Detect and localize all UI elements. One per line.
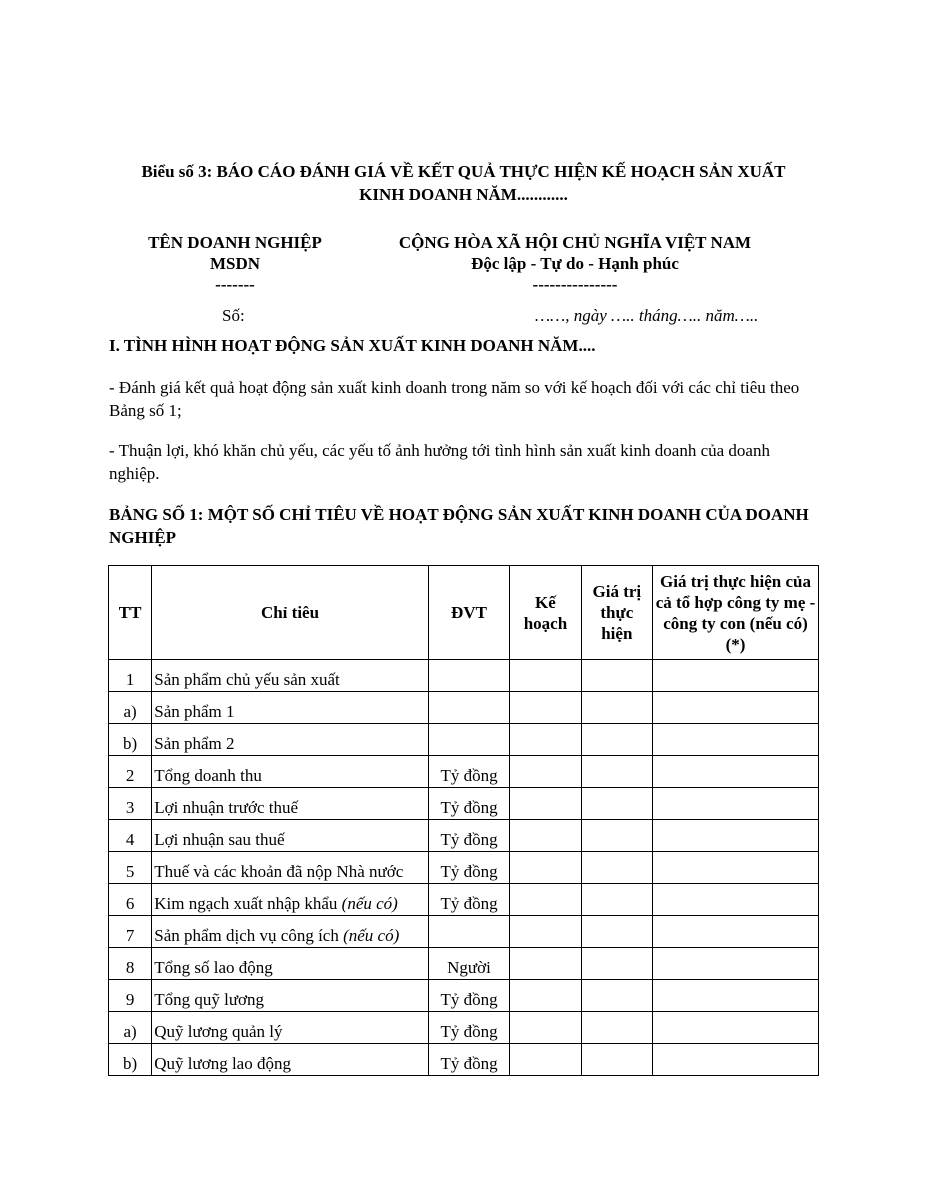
- row-unit: [428, 660, 509, 692]
- row-unit: Tỷ đồng: [428, 756, 509, 788]
- table-row: [109, 948, 819, 980]
- indicator-text: Thuế và các khoản đã nộp Nhà nước: [154, 862, 404, 881]
- row-number: b): [109, 724, 152, 756]
- table-row: [109, 724, 819, 756]
- row-indicator: [152, 948, 429, 980]
- column-header-plan: Kế hoạch: [510, 566, 581, 660]
- indicator-note: (nếu có): [341, 894, 398, 913]
- row-plan-value: [510, 884, 581, 916]
- row-indicator: [152, 884, 429, 916]
- indicator-text: Sản phẩm chủ yếu sản xuất: [154, 670, 340, 689]
- row-actual-value: [581, 916, 652, 948]
- row-plan-value: [510, 852, 581, 884]
- row-plan-value: [510, 1012, 581, 1044]
- table-row: [109, 820, 819, 852]
- table-row: [109, 692, 819, 724]
- national-divider: ---------------: [532, 275, 618, 294]
- section-1-heading: I. TÌNH HÌNH HOẠT ĐỘNG SẢN XUẤT KINH DOANH NĂM....: [109, 336, 596, 355]
- indicator-text: Kim ngạch xuất nhập khẩu: [154, 894, 342, 913]
- table-row: [109, 916, 819, 948]
- indicator-text: Quỹ lương quản lý: [154, 1022, 283, 1041]
- row-indicator: [152, 852, 429, 884]
- indicator-text: Tổng doanh thu: [154, 766, 262, 785]
- column-header-indicator: Chỉ tiêu: [152, 566, 429, 660]
- row-group-value: [653, 1044, 819, 1076]
- table-row: [109, 1044, 819, 1076]
- table-row: [109, 884, 819, 916]
- row-group-value: [653, 724, 819, 756]
- row-actual-value: [581, 692, 652, 724]
- row-group-value: [653, 948, 819, 980]
- row-indicator: [152, 692, 429, 724]
- row-plan-value: [510, 788, 581, 820]
- row-number: 3: [109, 788, 152, 820]
- row-indicator: [152, 820, 429, 852]
- row-number: 6: [109, 884, 152, 916]
- company-header: [120, 232, 350, 295]
- row-group-value: [653, 692, 819, 724]
- row-indicator: [152, 916, 429, 948]
- table-row: [109, 1012, 819, 1044]
- company-divider: -------: [215, 275, 255, 294]
- row-indicator: [152, 756, 429, 788]
- column-header-unit: ĐVT: [428, 566, 509, 660]
- table-row: [109, 788, 819, 820]
- row-number: 2: [109, 756, 152, 788]
- document-number-label: Số:: [222, 306, 245, 325]
- indicator-text: Lợi nhuận sau thuế: [154, 830, 285, 849]
- row-plan-value: [510, 692, 581, 724]
- row-unit: [428, 692, 509, 724]
- row-group-value: [653, 660, 819, 692]
- row-group-value: [653, 820, 819, 852]
- country-name: CỘNG HÒA XÃ HỘI CHỦ NGHĨA VIỆT NAM: [398, 233, 752, 252]
- indicator-text: Lợi nhuận trước thuế: [154, 798, 299, 817]
- tax-code-label: MSDN: [209, 254, 261, 273]
- row-plan-value: [510, 948, 581, 980]
- row-plan-value: [510, 660, 581, 692]
- row-indicator: [152, 1012, 429, 1044]
- row-number: b): [109, 1044, 152, 1076]
- row-unit: Tỷ đồng: [428, 820, 509, 852]
- indicator-text: Quỹ lương lao động: [154, 1054, 291, 1073]
- row-group-value: [653, 788, 819, 820]
- section-1-paragraph-2: - Thuận lợi, khó khăn chủ yếu, các yếu tố ảnh hưởng tới tình hình sản xuất kinh doanh của doanh nghiệp.: [109, 441, 770, 483]
- row-group-value: [653, 916, 819, 948]
- row-actual-value: [581, 852, 652, 884]
- row-indicator: [152, 1044, 429, 1076]
- row-plan-value: [510, 1044, 581, 1076]
- row-actual-value: [581, 756, 652, 788]
- table-row: [109, 980, 819, 1012]
- national-header: [360, 232, 790, 295]
- row-indicator: [152, 788, 429, 820]
- row-number: a): [109, 1012, 152, 1044]
- row-actual-value: [581, 1044, 652, 1076]
- row-plan-value: [510, 916, 581, 948]
- row-unit: Người: [428, 948, 509, 980]
- table-header-row: [109, 566, 819, 660]
- row-actual-value: [581, 724, 652, 756]
- row-group-value: [653, 980, 819, 1012]
- row-number: a): [109, 692, 152, 724]
- row-plan-value: [510, 724, 581, 756]
- row-unit: [428, 916, 509, 948]
- indicator-text: Sản phẩm 1: [154, 702, 235, 721]
- row-group-value: [653, 884, 819, 916]
- indicator-text: Sản phẩm 2: [154, 734, 235, 753]
- row-group-value: [653, 756, 819, 788]
- row-unit: [428, 724, 509, 756]
- row-indicator: [152, 724, 429, 756]
- row-number: 4: [109, 820, 152, 852]
- row-actual-value: [581, 884, 652, 916]
- row-group-value: [653, 1012, 819, 1044]
- row-number: 1: [109, 660, 152, 692]
- indicator-text: Sản phẩm dịch vụ công ích: [154, 926, 344, 945]
- title-line-2: KINH DOANH NĂM............: [359, 185, 568, 204]
- row-indicator: [152, 980, 429, 1012]
- row-unit: Tỷ đồng: [428, 1012, 509, 1044]
- date-line: ……, ngày ….. tháng….. năm…..: [535, 306, 759, 325]
- table-1-heading: BẢNG SỐ 1: MỘT SỐ CHỈ TIÊU VỀ HOẠT ĐỘNG SẢN XUẤT KINH DOANH CỦA DOANH NGHIỆP: [109, 505, 809, 547]
- row-number: 8: [109, 948, 152, 980]
- row-number: 9: [109, 980, 152, 1012]
- row-actual-value: [581, 948, 652, 980]
- row-actual-value: [581, 820, 652, 852]
- row-indicator: [152, 660, 429, 692]
- indicator-table: [108, 565, 819, 1076]
- row-group-value: [653, 852, 819, 884]
- table-row: [109, 852, 819, 884]
- table-row: [109, 660, 819, 692]
- indicator-text: Tổng số lao động: [154, 958, 273, 977]
- section-1-paragraph-1: - Đánh giá kết quả hoạt động sản xuất kinh doanh trong năm so với kế hoạch đối với các chỉ tiêu theo Bảng số 1;: [109, 378, 800, 420]
- row-actual-value: [581, 788, 652, 820]
- row-plan-value: [510, 756, 581, 788]
- row-number: 5: [109, 852, 152, 884]
- row-actual-value: [581, 1012, 652, 1044]
- column-header-group: Giá trị thực hiện của cả tổ hợp công ty mẹ - công ty con (nếu có) (*): [653, 566, 819, 660]
- row-number: 7: [109, 916, 152, 948]
- row-actual-value: [581, 980, 652, 1012]
- indicator-text: Tổng quỹ lương: [154, 990, 265, 1009]
- column-header-tt: TT: [109, 566, 152, 660]
- row-unit: Tỷ đồng: [428, 852, 509, 884]
- row-unit: Tỷ đồng: [428, 980, 509, 1012]
- column-header-actual: Giá trị thực hiện: [581, 566, 652, 660]
- table-row: [109, 756, 819, 788]
- row-actual-value: [581, 660, 652, 692]
- company-name: TÊN DOANH NGHIỆP: [148, 233, 322, 252]
- row-plan-value: [510, 820, 581, 852]
- title-line-1: Biểu số 3: BÁO CÁO ĐÁNH GIÁ VỀ KẾT QUẢ THỰC HIỆN KẾ HOẠCH SẢN XUẤT: [141, 162, 786, 181]
- indicator-note: (nếu có): [343, 926, 400, 945]
- document-title: [100, 160, 827, 206]
- row-unit: Tỷ đồng: [428, 788, 509, 820]
- row-unit: Tỷ đồng: [428, 1044, 509, 1076]
- row-plan-value: [510, 980, 581, 1012]
- row-unit: Tỷ đồng: [428, 884, 509, 916]
- national-motto: Độc lập - Tự do - Hạnh phúc: [471, 254, 679, 273]
